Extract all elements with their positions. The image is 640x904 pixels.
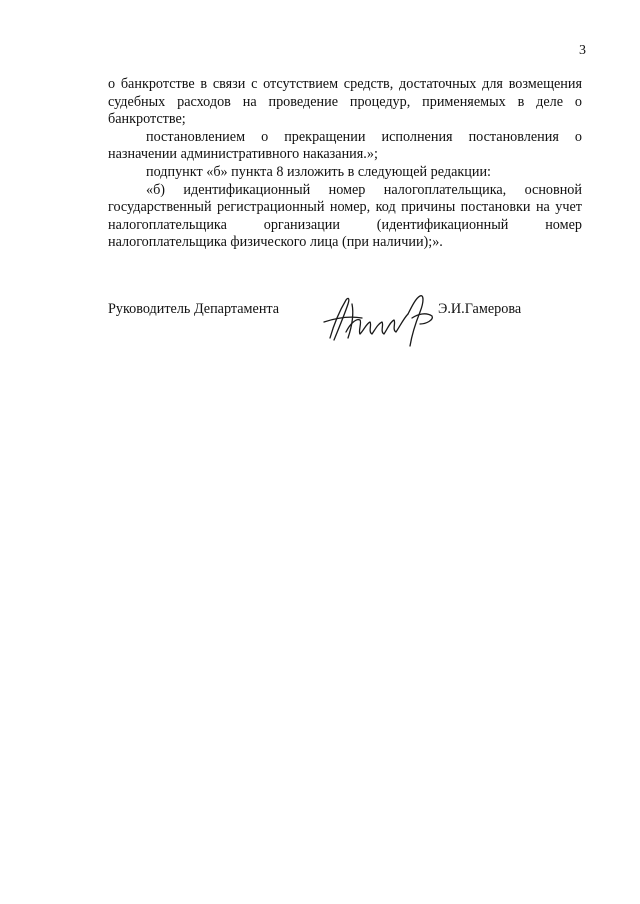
page-number: 3 [579,43,586,58]
paragraph-3: подпункт «б» пункта 8 изложить в следующей редакции: [146,163,491,180]
paragraph-4: «б) идентификационный номер налогоплательщика, основной государственный регистрационный номер, код причины постановки на учет налогоплательщика организации (идентификационный номер налогоплательщика физического лица (при наличии);». [108,181,582,251]
handwritten-signature-icon [316,288,446,352]
signer-name: Э.И.Гамерова [438,301,522,317]
document-body [108,76,582,252]
paragraph-2: постановлением о прекращении исполнения постановления о назначении административного наказания.»; [108,128,582,163]
paragraph-1: о банкротстве в связи с отсутствием средств, достаточных для возмещения судебных расходов на проведение процедур, применяемых в деле о банкротстве; [108,76,582,128]
signer-title: Руководитель Департамента [108,301,280,317]
signature-block [108,296,582,356]
